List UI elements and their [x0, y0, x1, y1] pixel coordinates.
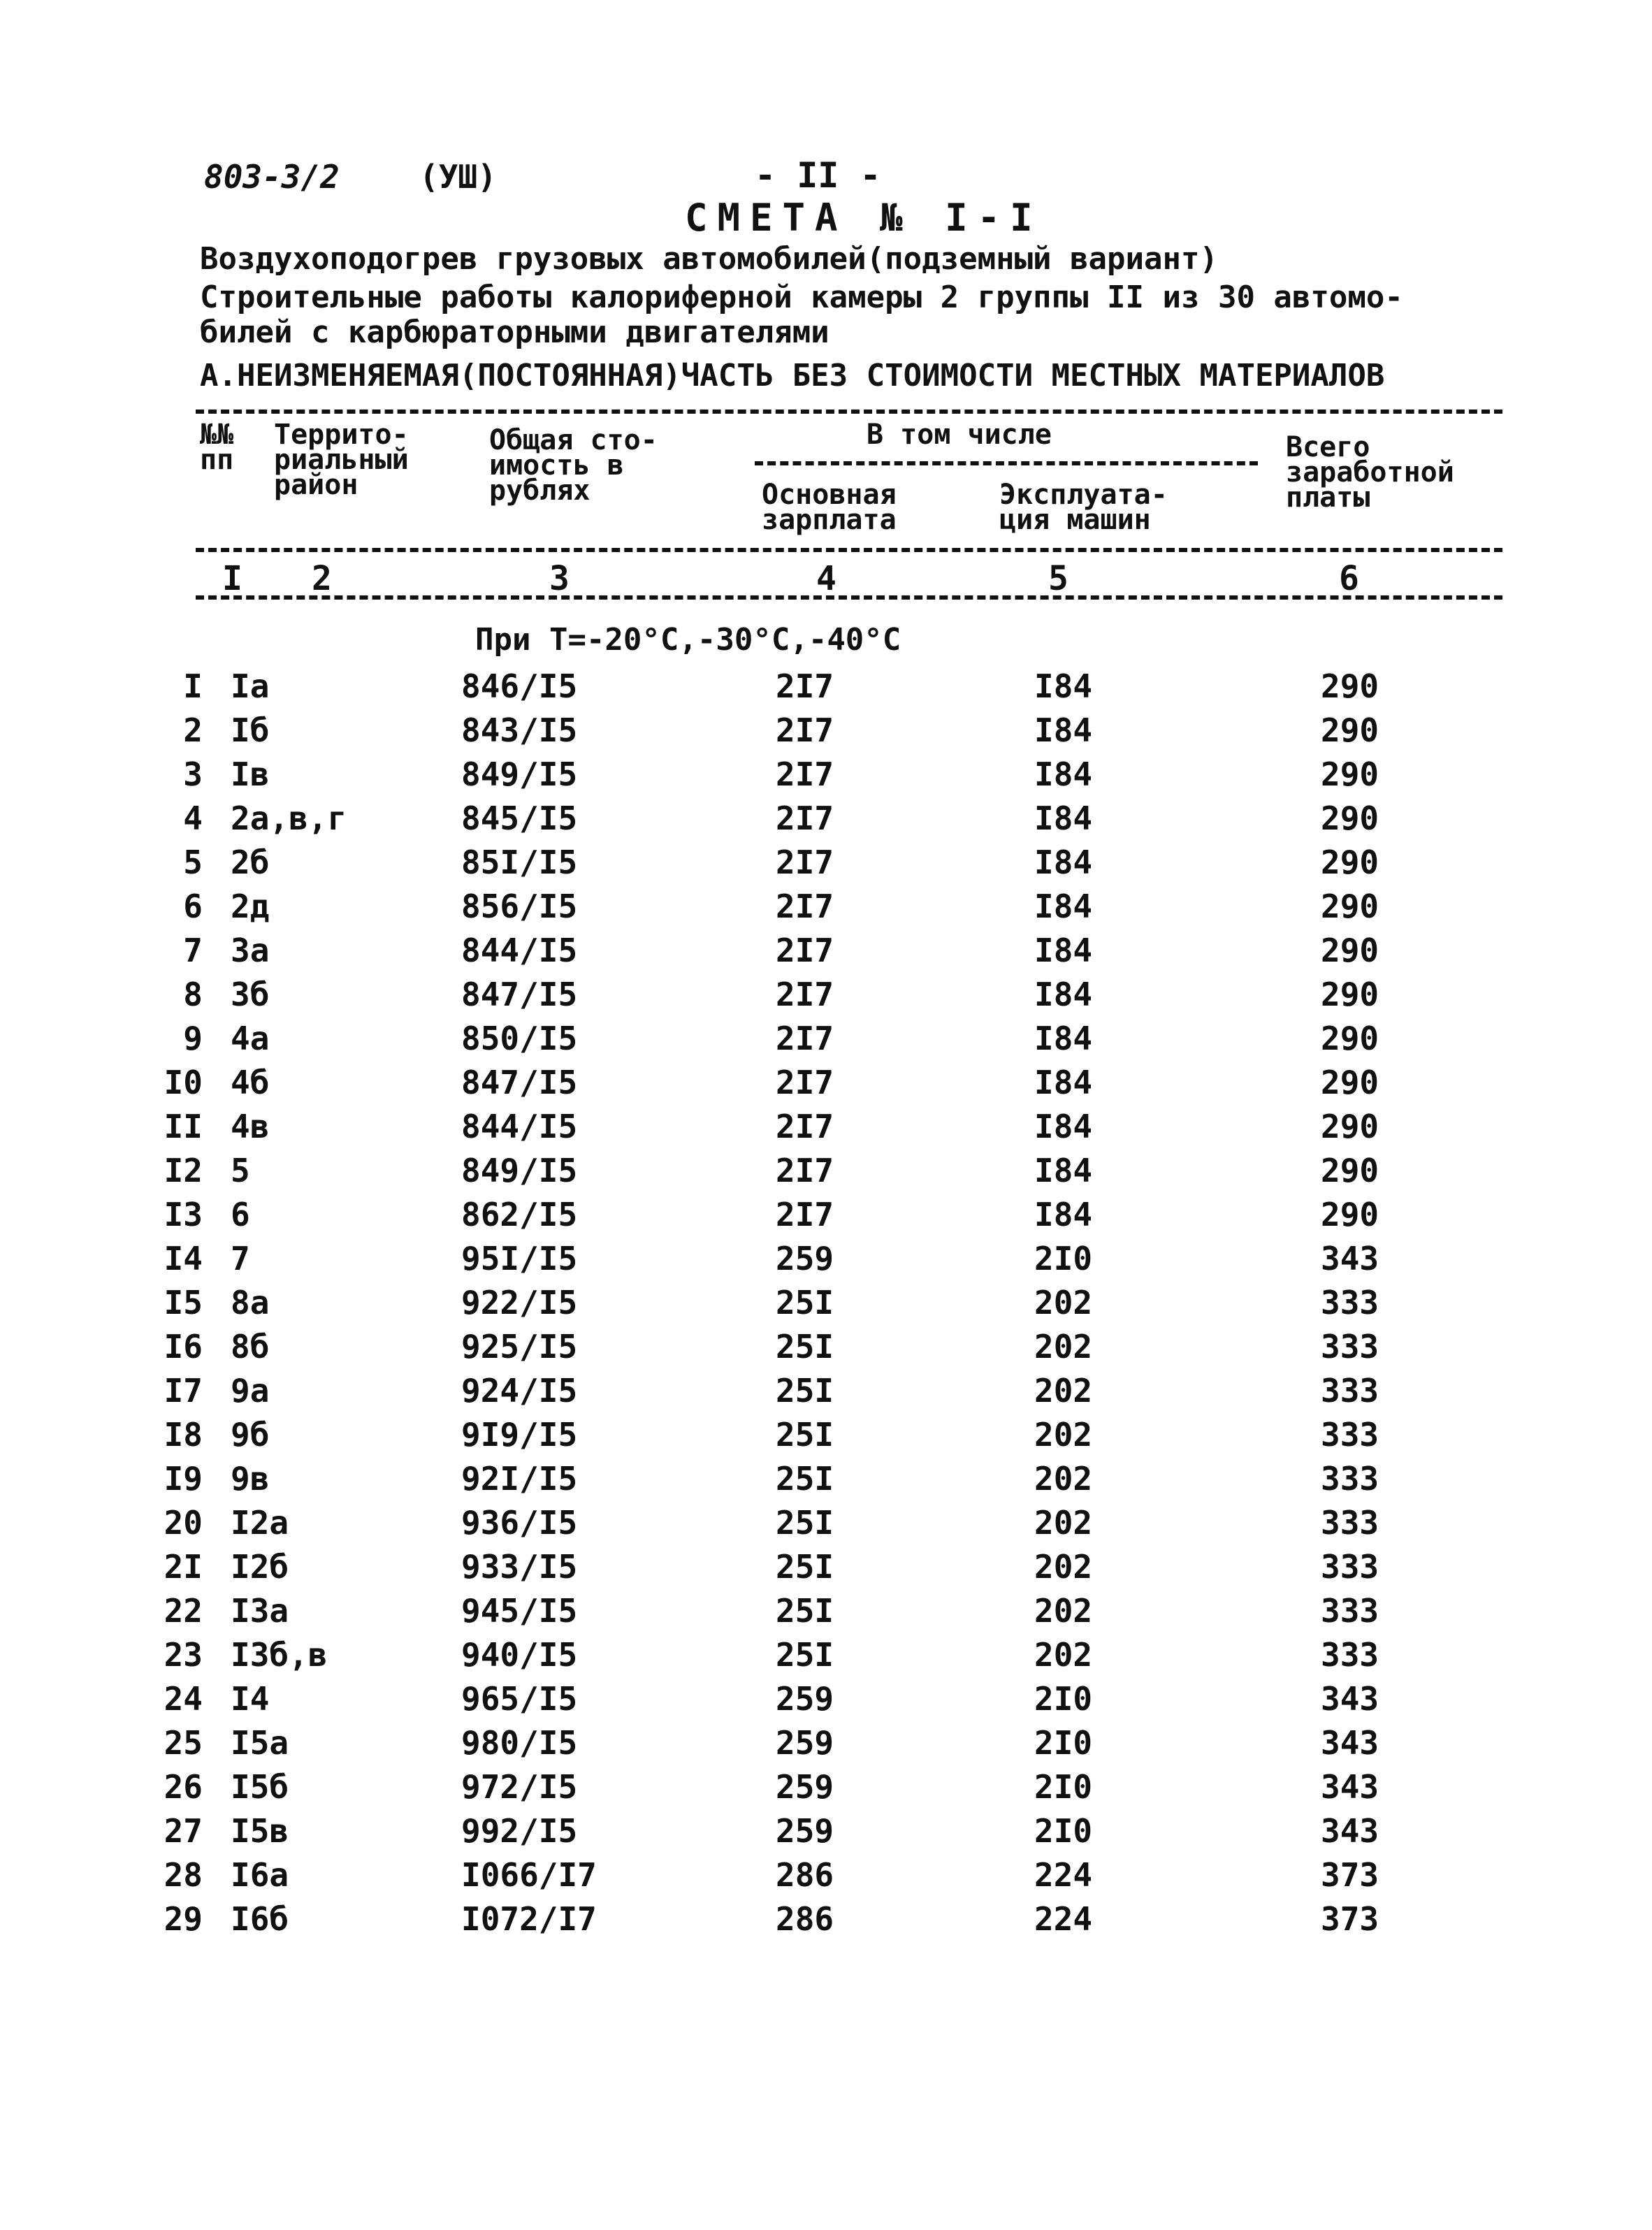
row-total-wage: 373 [1321, 1856, 1379, 1894]
row-region: 4а [231, 1020, 270, 1057]
row-machines: I84 [1034, 932, 1093, 969]
row-total-wage: 333 [1321, 1460, 1379, 1498]
row-total-wage: 343 [1321, 1812, 1379, 1850]
row-base-wage: 2I7 [776, 1152, 834, 1189]
row-number: 6 [183, 888, 203, 925]
row-total-wage: 333 [1321, 1328, 1379, 1366]
row-total-cost: 845/I5 [461, 799, 578, 837]
row-base-wage: 25I [776, 1372, 834, 1410]
row-total-cost: 95I/I5 [461, 1240, 578, 1277]
row-base-wage: 2I7 [776, 844, 834, 881]
row-base-wage: 259 [776, 1724, 834, 1762]
row-number: I2 [164, 1152, 203, 1189]
row-region: 2б [231, 844, 270, 881]
header-bottom-rule [196, 595, 1502, 600]
row-base-wage: 25I [776, 1460, 834, 1498]
row-machines: I84 [1034, 888, 1093, 925]
header-top-rule [196, 410, 1502, 414]
row-base-wage: 259 [776, 1680, 834, 1718]
row-total-cost: 9I9/I5 [461, 1416, 578, 1454]
row-total-wage: 290 [1321, 667, 1379, 705]
row-base-wage: 2I7 [776, 976, 834, 1013]
table-row [0, 1636, 1652, 1680]
including-sub-rule [755, 461, 1258, 465]
row-total-cost: 922/I5 [461, 1284, 578, 1322]
row-machines: I84 [1034, 1152, 1093, 1189]
row-region: Iв [231, 755, 270, 793]
row-number: I3 [164, 1196, 203, 1233]
table-row [0, 1328, 1652, 1372]
row-number: 8 [183, 976, 203, 1013]
row-total-cost: 846/I5 [461, 667, 578, 705]
row-total-cost: I066/I7 [461, 1856, 597, 1894]
row-region: Iб [231, 711, 270, 749]
row-total-cost: 92I/I5 [461, 1460, 578, 1498]
row-total-cost: 850/I5 [461, 1020, 578, 1057]
table-row [0, 888, 1652, 932]
row-total-cost: 980/I5 [461, 1724, 578, 1762]
table-row [0, 1020, 1652, 1064]
subtitle-line-2: Строительные работы калориферной камеры 2 группы II из 30 автомо- [200, 280, 1403, 315]
row-base-wage: 259 [776, 1240, 834, 1277]
row-base-wage: 286 [776, 1856, 834, 1894]
table-body [0, 667, 1652, 1944]
row-base-wage: 25I [776, 1416, 834, 1454]
row-number: I7 [164, 1372, 203, 1410]
row-total-wage: 333 [1321, 1416, 1379, 1454]
subtitle-line-3: билей с карбюраторными двигателями [200, 314, 829, 350]
header-base-wage: Основная зарплата [762, 479, 897, 536]
row-total-wage: 333 [1321, 1284, 1379, 1322]
row-number: 4 [183, 799, 203, 837]
column-number-6: 6 [1339, 559, 1359, 598]
row-machines: 202 [1034, 1284, 1093, 1322]
table-row [0, 1108, 1652, 1152]
row-base-wage: 25I [776, 1328, 834, 1366]
table-row [0, 755, 1652, 799]
row-number: 23 [164, 1636, 203, 1674]
table-row [0, 932, 1652, 976]
row-number: 29 [164, 1900, 203, 1938]
row-number: I8 [164, 1416, 203, 1454]
row-total-wage: 333 [1321, 1372, 1379, 1410]
row-total-wage: 343 [1321, 1680, 1379, 1718]
row-region: I2б [231, 1548, 289, 1586]
row-total-cost: 945/I5 [461, 1592, 578, 1630]
row-machines: I84 [1034, 976, 1093, 1013]
row-number: I6 [164, 1328, 203, 1366]
row-total-wage: 290 [1321, 888, 1379, 925]
row-region: 8б [231, 1328, 270, 1366]
row-region: I2а [231, 1504, 289, 1542]
table-row [0, 1768, 1652, 1812]
row-number: 7 [183, 932, 203, 969]
row-total-cost: 992/I5 [461, 1812, 578, 1850]
row-region: I4 [231, 1680, 270, 1718]
table-row [0, 976, 1652, 1020]
row-total-cost: 843/I5 [461, 711, 578, 749]
row-base-wage: 25I [776, 1504, 834, 1542]
row-machines: 224 [1034, 1856, 1093, 1894]
row-base-wage: 2I7 [776, 888, 834, 925]
row-region: I3б,в [231, 1636, 328, 1674]
table-row [0, 1504, 1652, 1548]
row-machines: 202 [1034, 1592, 1093, 1630]
row-total-cost: 936/I5 [461, 1504, 578, 1542]
header-num: №№ пп [200, 419, 234, 476]
table-row [0, 1416, 1652, 1460]
row-region: I5а [231, 1724, 289, 1762]
table-row [0, 1548, 1652, 1592]
row-total-wage: 333 [1321, 1504, 1379, 1542]
row-machines: I84 [1034, 711, 1093, 749]
row-number: 24 [164, 1680, 203, 1718]
row-total-cost: 844/I5 [461, 1108, 578, 1145]
header-region: Террито- риальный район [274, 419, 409, 501]
column-number-4: 4 [816, 559, 836, 598]
row-number: 2I [164, 1548, 203, 1586]
row-total-wage: 290 [1321, 1020, 1379, 1057]
row-machines: 202 [1034, 1460, 1093, 1498]
row-base-wage: 259 [776, 1812, 834, 1850]
column-number-2: 2 [312, 559, 332, 598]
row-number: II [164, 1108, 203, 1145]
row-region: I5в [231, 1812, 289, 1850]
row-base-wage: 2I7 [776, 1064, 834, 1101]
header-total: Общая сто- имость в рублях [489, 424, 658, 507]
row-total-wage: 290 [1321, 799, 1379, 837]
row-total-cost: 965/I5 [461, 1680, 578, 1718]
row-total-cost: 849/I5 [461, 1152, 578, 1189]
row-number: I4 [164, 1240, 203, 1277]
row-number: 20 [164, 1504, 203, 1542]
row-total-wage: 290 [1321, 932, 1379, 969]
row-base-wage: 2I7 [776, 932, 834, 969]
row-base-wage: 259 [776, 1768, 834, 1806]
document-code: 803-3/2 [204, 158, 340, 196]
row-total-wage: 290 [1321, 844, 1379, 881]
header-including: В том числе [867, 419, 1052, 451]
row-machines: 2I0 [1034, 1680, 1093, 1718]
row-total-wage: 343 [1321, 1240, 1379, 1277]
row-region: 9б [231, 1416, 270, 1454]
row-region: 9в [231, 1460, 270, 1498]
row-total-wage: 290 [1321, 711, 1379, 749]
row-total-wage: 290 [1321, 1064, 1379, 1101]
row-total-wage: 333 [1321, 1636, 1379, 1674]
row-base-wage: 2I7 [776, 1020, 834, 1057]
header-total-wage: Всего заработной платы [1286, 431, 1454, 514]
row-machines: I84 [1034, 1020, 1093, 1057]
row-total-wage: 343 [1321, 1768, 1379, 1806]
row-number: I0 [164, 1064, 203, 1101]
row-region: 2д [231, 888, 270, 925]
table-row [0, 1900, 1652, 1944]
row-machines: I84 [1034, 844, 1093, 881]
row-base-wage: 25I [776, 1284, 834, 1322]
row-machines: 202 [1034, 1504, 1093, 1542]
row-region: 8а [231, 1284, 270, 1322]
row-base-wage: 25I [776, 1636, 834, 1674]
row-total-cost: 844/I5 [461, 932, 578, 969]
row-number: 22 [164, 1592, 203, 1630]
row-total-cost: 924/I5 [461, 1372, 578, 1410]
row-total-cost: 85I/I5 [461, 844, 578, 881]
row-base-wage: 2I7 [776, 711, 834, 749]
row-total-wage: 290 [1321, 1196, 1379, 1233]
row-number: 25 [164, 1724, 203, 1762]
row-machines: 202 [1034, 1636, 1093, 1674]
row-base-wage: 2I7 [776, 667, 834, 705]
row-total-wage: 333 [1321, 1592, 1379, 1630]
row-region: 4б [231, 1064, 270, 1101]
row-region: 4в [231, 1108, 270, 1145]
row-base-wage: 2I7 [776, 755, 834, 793]
row-machines: 2I0 [1034, 1240, 1093, 1277]
row-base-wage: 25I [776, 1592, 834, 1630]
row-machines: I84 [1034, 1196, 1093, 1233]
table-row [0, 1372, 1652, 1416]
row-base-wage: 2I7 [776, 1196, 834, 1233]
table-row [0, 1724, 1652, 1768]
row-base-wage: 25I [776, 1548, 834, 1586]
row-machines: 2I0 [1034, 1768, 1093, 1806]
row-total-cost: 925/I5 [461, 1328, 578, 1366]
row-total-cost: 856/I5 [461, 888, 578, 925]
row-base-wage: 2I7 [776, 799, 834, 837]
table-row [0, 1856, 1652, 1900]
row-number: I [183, 667, 203, 705]
row-total-wage: 290 [1321, 755, 1379, 793]
row-region: 3а [231, 932, 270, 969]
section-title: А.НЕИЗМЕНЯЕМАЯ(ПОСТОЯННАЯ)ЧАСТЬ БЕЗ СТОИМОСТИ МЕСТНЫХ МАТЕРИАЛОВ [200, 358, 1385, 393]
row-total-cost: 847/I5 [461, 1064, 578, 1101]
row-machines: I84 [1034, 667, 1093, 705]
row-number: 5 [183, 844, 203, 881]
table-row [0, 1240, 1652, 1284]
row-total-wage: 343 [1321, 1724, 1379, 1762]
row-base-wage: 286 [776, 1900, 834, 1938]
row-machines: 224 [1034, 1900, 1093, 1938]
row-machines: 2I0 [1034, 1812, 1093, 1850]
row-total-cost: 862/I5 [461, 1196, 578, 1233]
row-number: I5 [164, 1284, 203, 1322]
row-total-cost: 849/I5 [461, 755, 578, 793]
row-region: 2а,в,г [231, 799, 347, 837]
row-region: 3б [231, 976, 270, 1013]
row-machines: 2I0 [1034, 1724, 1093, 1762]
row-total-wage: 373 [1321, 1900, 1379, 1938]
table-row [0, 1592, 1652, 1636]
row-region: Iа [231, 667, 270, 705]
row-total-cost: 933/I5 [461, 1548, 578, 1586]
page-number: - II - [755, 155, 881, 196]
table-row [0, 844, 1652, 888]
row-region: 5 [231, 1152, 250, 1189]
subtitle-line-1: Воздухоподогрев грузовых автомобилей(подземный вариант) [200, 241, 1218, 277]
table-row [0, 1680, 1652, 1724]
row-machines: 202 [1034, 1372, 1093, 1410]
row-total-cost: I072/I7 [461, 1900, 597, 1938]
row-total-cost: 847/I5 [461, 976, 578, 1013]
row-region: I5б [231, 1768, 289, 1806]
table-row [0, 799, 1652, 844]
table-row [0, 1196, 1652, 1240]
row-number: 27 [164, 1812, 203, 1850]
table-row [0, 1284, 1652, 1328]
row-region: 9а [231, 1372, 270, 1410]
row-number: 3 [183, 755, 203, 793]
header-mid-rule [196, 548, 1502, 552]
row-total-wage: 290 [1321, 1108, 1379, 1145]
row-total-cost: 940/I5 [461, 1636, 578, 1674]
table-row [0, 667, 1652, 711]
row-total-cost: 972/I5 [461, 1768, 578, 1806]
row-total-wage: 333 [1321, 1548, 1379, 1586]
row-region: 7 [231, 1240, 250, 1277]
document-title: СМЕТА № I-I [685, 196, 1043, 240]
row-region: I6а [231, 1856, 289, 1894]
row-total-wage: 290 [1321, 976, 1379, 1013]
row-number: 9 [183, 1020, 203, 1057]
row-region: I6б [231, 1900, 289, 1938]
table-row [0, 1152, 1652, 1196]
row-machines: 202 [1034, 1416, 1093, 1454]
table-row [0, 711, 1652, 755]
row-machines: 202 [1034, 1548, 1093, 1586]
row-machines: I84 [1034, 799, 1093, 837]
row-machines: I84 [1034, 755, 1093, 793]
row-number: 2 [183, 711, 203, 749]
table-row [0, 1064, 1652, 1108]
temperature-condition: При Т=-20°С,-30°С,-40°С [475, 622, 901, 658]
table-row [0, 1460, 1652, 1504]
row-number: 26 [164, 1768, 203, 1806]
row-region: 6 [231, 1196, 250, 1233]
row-total-wage: 290 [1321, 1152, 1379, 1189]
row-base-wage: 2I7 [776, 1108, 834, 1145]
document-volume: (УШ) [419, 158, 497, 196]
column-number-1: I [222, 559, 242, 598]
row-machines: I84 [1034, 1108, 1093, 1145]
row-number: 28 [164, 1856, 203, 1894]
row-number: I9 [164, 1460, 203, 1498]
table-row [0, 1812, 1652, 1856]
column-number-5: 5 [1048, 559, 1068, 598]
column-number-3: 3 [549, 559, 570, 598]
header-machines: Эксплуата- ция машин [999, 479, 1168, 536]
row-machines: 202 [1034, 1328, 1093, 1366]
row-machines: I84 [1034, 1064, 1093, 1101]
row-region: I3а [231, 1592, 289, 1630]
